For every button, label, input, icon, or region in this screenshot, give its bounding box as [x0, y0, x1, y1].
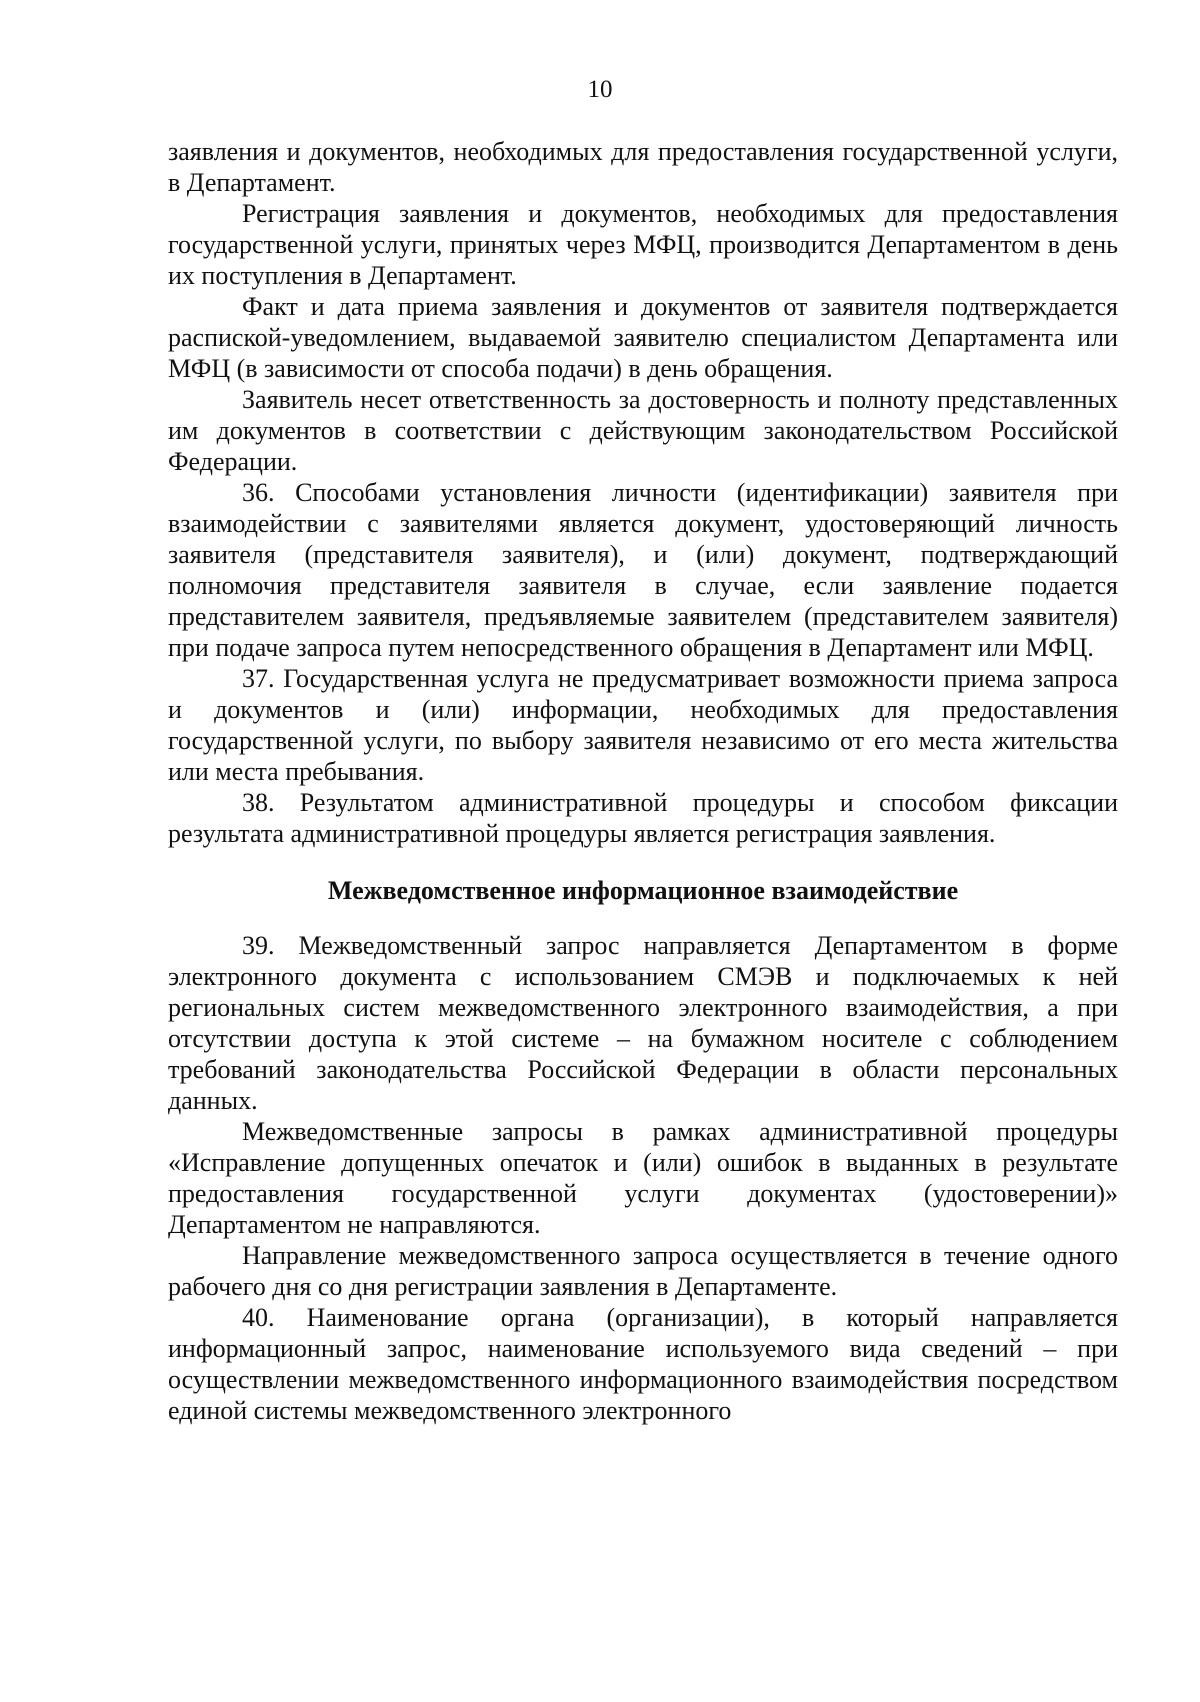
- paragraph-38: 38. Результатом административной процедуры и способом фиксации результата административной процедуры является регистрация заявления.: [168, 788, 1118, 848]
- paragraph-continuation: заявления и документов, необходимых для предоставления государственной услуги, в Департамент.: [168, 137, 1118, 197]
- paragraph-applicant-responsibility: Заявитель несет ответственность за достоверность и полноту представленных им документов в соответствии с действующим законодательством Российской Федерации.: [168, 385, 1118, 476]
- paragraph-37: 37. Государственная услуга не предусматривает возможности приема запроса и документов и (или) информации, необходимых для предоставления государственной услуги, по выбору заявителя независимо от его места жительства или места пребывания.: [168, 664, 1118, 786]
- paragraph-request-timing: Направление межведомственного запроса осуществляется в течение одного рабочего дня со дня регистрации заявления в Департаменте.: [168, 1241, 1118, 1301]
- paragraph-36: 36. Способами установления личности (идентификации) заявителя при взаимодействии с заявителями является документ, удостоверяющий личность заявителя (представителя заявителя), и (или) документ, подтверждающий полномочия представителя заявителя в случае, если заявление подается представителем заявителя, предъявляемые заявителем (представителем заявителя) при подаче запроса путем непосредственного обращения в Департамент или МФЦ.: [168, 478, 1118, 662]
- paragraph-40: 40. Наименование органа (организации), в который направляется информационный запрос, наименование используемого вида сведений – при осуществлении межведомственного информационного взаимодействия посредством единой системы межведомственного электронного: [168, 1303, 1118, 1425]
- page-number: 10: [587, 76, 613, 103]
- document-body: [168, 136, 1118, 1426]
- paragraph-registration: Регистрация заявления и документов, необходимых для предоставления государственной услуги, принятых через МФЦ, производится Департаментом в день их поступления в Департамент.: [168, 199, 1118, 290]
- paragraph-interdepartmental-requests: Межведомственные запросы в рамках административной процедуры «Исправление допущенных опечаток и (или) ошибок в выданных в результате предоставления государственной услуги документах (удостоверении)» Департаментом не направляются.: [168, 1117, 1118, 1239]
- paragraph-receipt-confirmation: Факт и дата приема заявления и документов от заявителя подтверждается распиской-уведомлением, выдаваемой заявителю специалистом Департамента или МФЦ (в зависимости от способа подачи) в день обращения.: [168, 292, 1118, 383]
- section-heading: Межведомственное информационное взаимодействие: [327, 876, 959, 905]
- paragraph-39: 39. Межведомственный запрос направляется Департаментом в форме электронного документа с использованием СМЭВ и подключаемых к ней региональных систем межведомственного электронного взаимодействия, а при отсутствии доступа к этой системе – на бумажном носителе с соблюдением требований законодательства Российской Федерации в области персональных данных.: [168, 931, 1118, 1115]
